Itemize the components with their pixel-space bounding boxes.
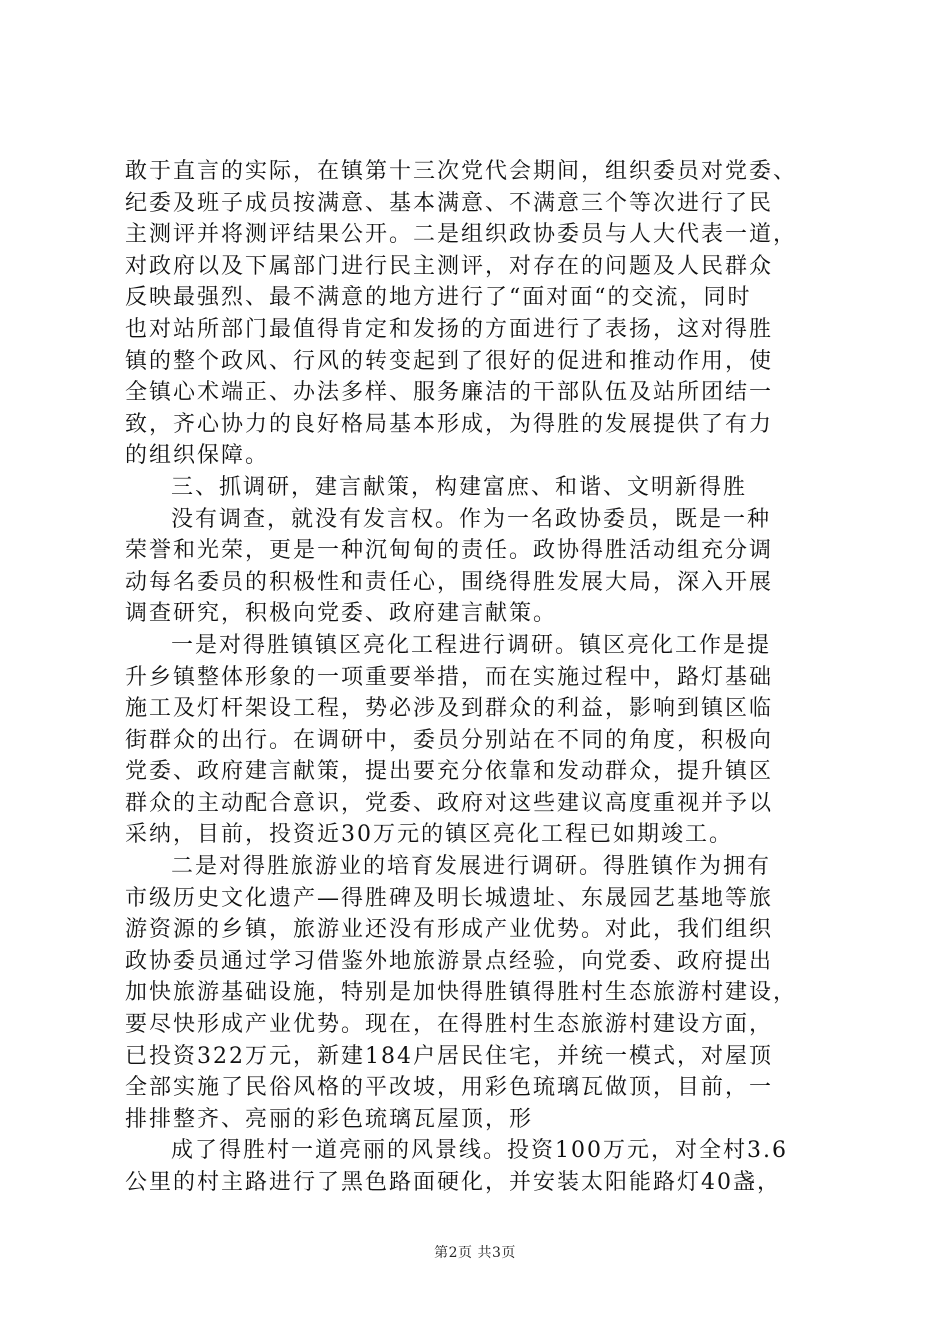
text-line: 动每名委员的积极性和责任心，围绕得胜发展大局，深入开展 <box>125 569 774 595</box>
text-line: 群众的主动配合意识，党委、政府对这些建议高度重视并予以 <box>125 790 774 816</box>
text-line: 成了得胜村一道亮丽的风景线。投资100万元，对全村3.6 <box>171 1138 788 1164</box>
text-line: 采纳，目前，投资近30万元的镇区亮化工程已如期竣工。 <box>125 822 733 848</box>
text-line: 排排整齐、亮丽的彩色琉璃瓦屋顶，形 <box>125 1106 534 1132</box>
text-line: 调查研究，积极向党委、政府建言献策。 <box>125 601 558 627</box>
text-line: 已投资322万元，新建184户居民住宅，并统一模式，对屋顶 <box>125 1043 773 1069</box>
text-line: 荣誉和光荣，更是一种沉甸甸的责任。政协得胜活动组充分调 <box>125 538 774 564</box>
text-line: 致，齐心协力的良好格局基本形成，为得胜的发展提供了有力 <box>125 411 774 437</box>
text-line: 没有调查，就没有发言权。作为一名政协委员，既是一种 <box>171 506 772 532</box>
text-line: 敢于直言的实际，在镇第十三次党代会期间，组织委员对党委、 <box>125 159 798 184</box>
text-line: 一是对得胜镇镇区亮化工程进行调研。镇区亮化工作是提 <box>171 632 772 658</box>
text-line: 市级历史文化遗产—得胜碑及明长城遗址、东晟园艺基地等旅 <box>125 885 774 911</box>
text-line: 街群众的出行。在调研中，委员分别站在不同的角度，积极向 <box>125 727 774 753</box>
document-body <box>125 156 845 1199</box>
text-line: 反映最强烈、最不满意的地方进行了“面对面“的交流，同时 <box>125 285 752 311</box>
text-line: 政协委员通过学习借鉴外地旅游景点经验，向党委、政府提出 <box>125 948 774 974</box>
text-line: 游资源的乡镇，旅游业还没有形成产业优势。对此，我们组织 <box>125 917 774 943</box>
text-line: 要尽快形成产业优势。现在，在得胜村生态旅游村建设方面， <box>125 1012 774 1038</box>
text-line: 公里的村主路进行了黑色路面硬化，并安装太阳能路灯40盏， <box>125 1170 781 1195</box>
page-footer: 第2页 共3页 <box>434 1245 516 1261</box>
text-line: 全部实施了民俗风格的平改坡，用彩色琉璃瓦做顶，目前，一 <box>125 1075 774 1101</box>
text-line: 对政府以及下属部门进行民主测评，对存在的问题及人民群众 <box>125 253 774 279</box>
text-line: 主测评并将测评结果公开。二是组织政协委员与人大代表一道， <box>125 222 798 248</box>
text-line: 也对站所部门最值得肯定和发扬的方面进行了表扬，这对得胜 <box>125 316 774 342</box>
text-line: 镇的整个政风、行风的转变起到了很好的促进和推动作用，使 <box>125 348 774 374</box>
text-line: 三、抓调研，建言献策，构建富庶、和谐、文明新得胜 <box>171 474 748 500</box>
text-line: 施工及灯杆架设工程，势必涉及到群众的利益，影响到镇区临 <box>125 696 774 722</box>
text-line: 加快旅游基础设施，特别是加快得胜镇得胜村生态旅游村建设， <box>125 980 798 1006</box>
text-line: 升乡镇整体形象的一项重要举措，而在实施过程中，路灯基础 <box>125 664 774 690</box>
text-line: 纪委及班子成员按满意、基本满意、不满意三个等次进行了民 <box>125 190 774 216</box>
text-line: 党委、政府建言献策，提出要充分依靠和发动群众，提升镇区 <box>125 759 774 785</box>
text-line: 二是对得胜旅游业的培育发展进行调研。得胜镇作为拥有 <box>171 854 772 880</box>
text-line: 全镇心术端正、办法多样、服务廉洁的干部队伍及站所团结一 <box>125 380 774 406</box>
text-line: 的组织保障。 <box>125 443 270 469</box>
